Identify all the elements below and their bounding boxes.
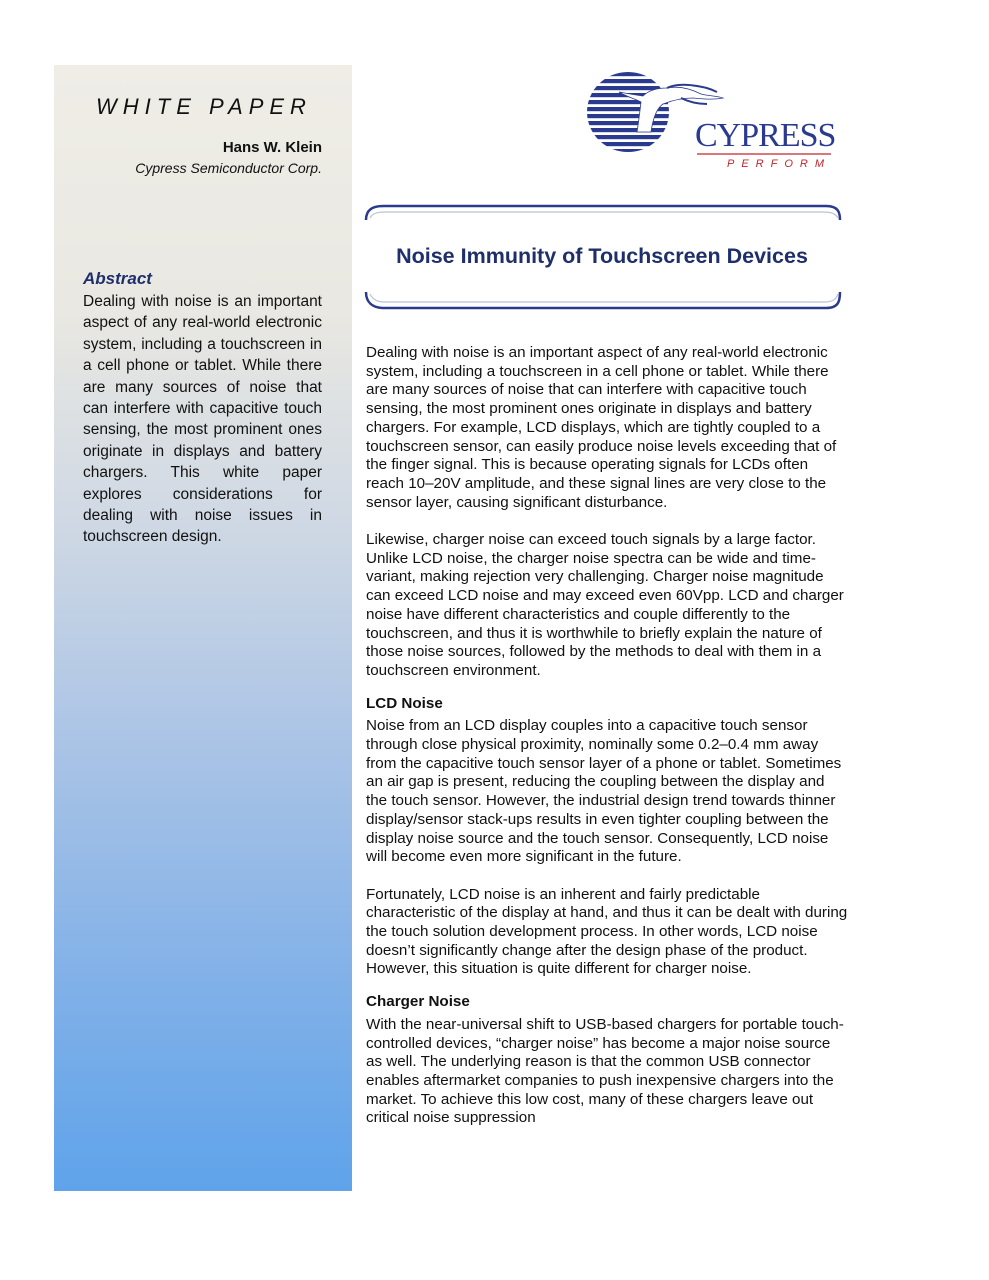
abstract-heading: Abstract [83,269,152,288]
sidebar-panel [54,65,352,1191]
body-paragraph: Dealing with noise is an important aspect of any real-world electronic system, including a touchscreen in a cell phone or tablet. While there are many sources of noise that can interfere with capacitive touch sensing, the most prominent ones originate in displays and battery chargers. For example, LCD displays, which are tightly coupled to a touchscreen sensor, can easily produce noise levels exceeding that of the finger signal. This is because operating signals for LCDs often reach 10–20V amplitude, and these signal lines are very close to the sensor layer, causing significant disturbance. [366,344,837,511]
main-body [366,344,848,1128]
section-heading-lcd-noise: LCD Noise [366,694,443,712]
author-name: Hans W. Klein [222,139,322,156]
logo-wordmark: CYPRESS [695,117,835,154]
body-paragraph: With the near-universal shift to USB-based chargers for portable touch-controlled devices, “charger noise” has become a major noise source as well. The underlying reason is that the common USB connector enables aftermarket companies to push inexpensive chargers into the market. To achieve this low cost, many of these chargers leave out critical noise suppression [366,1015,844,1127]
body-paragraph: Fortunately, LCD noise is an inherent and fairly predictable characteristic of the display at hand, and thus it can be dealt with during the touch solution development process. In other words, LCD noise doesn’t significantly change after the design phase of the product. However, this situation is quite different for charger noise. [366,885,848,978]
section-heading-charger-noise: Charger Noise [366,993,470,1011]
author-company: Cypress Semiconductor Corp. [135,160,322,176]
body-paragraph: Noise from an LCD display couples into a capacitive touch sensor through close physical proximity, nominally some 0.2–0.4 mm away from the capacitive touch sensor layer of a phone or tablet. Sometimes an air gap is present, reducing the coupling between the display and the touch sensor. However, the industrial design trend towards thinner display/sensor stack-ups results in even tighter coupling between the display noise source and the touch sensor. Consequently, LCD noise will become even more significant in the future. [366,717,842,866]
page-title: Noise Immunity of Touchscreen Devices [396,244,808,268]
white-paper-label: WHITE PAPER [96,94,312,119]
logo-tagline: PERFORM [727,158,831,170]
globe-icon [585,72,675,153]
abstract-text: Dealing with noise is an important aspect of any real-world electronic system, including a touchscreen in a cell phone or tablet. While there are many sources of noise that can interfere with capacitive touch sensing, the most prominent ones originate in displays and battery chargers. This white paper explores considerations for dealing with noise issues in touchscreen design. [83,293,322,546]
cypress-logo [585,68,835,172]
body-paragraph: Likewise, charger noise can exceed touch signals by a large factor. Unlike LCD noise, the charger noise spectra can be wide and time-variant, making rejection very challenging. Charger noise magnitude can exceed LCD noise and may exceed even 60Vpp. LCD and charger noise have different characteristics and couple differently to the touchscreen, and thus it is worthwhile to briefly explain the nature of those noise sources, followed by the methods to deal with them in a touchscreen environment. [366,531,844,679]
